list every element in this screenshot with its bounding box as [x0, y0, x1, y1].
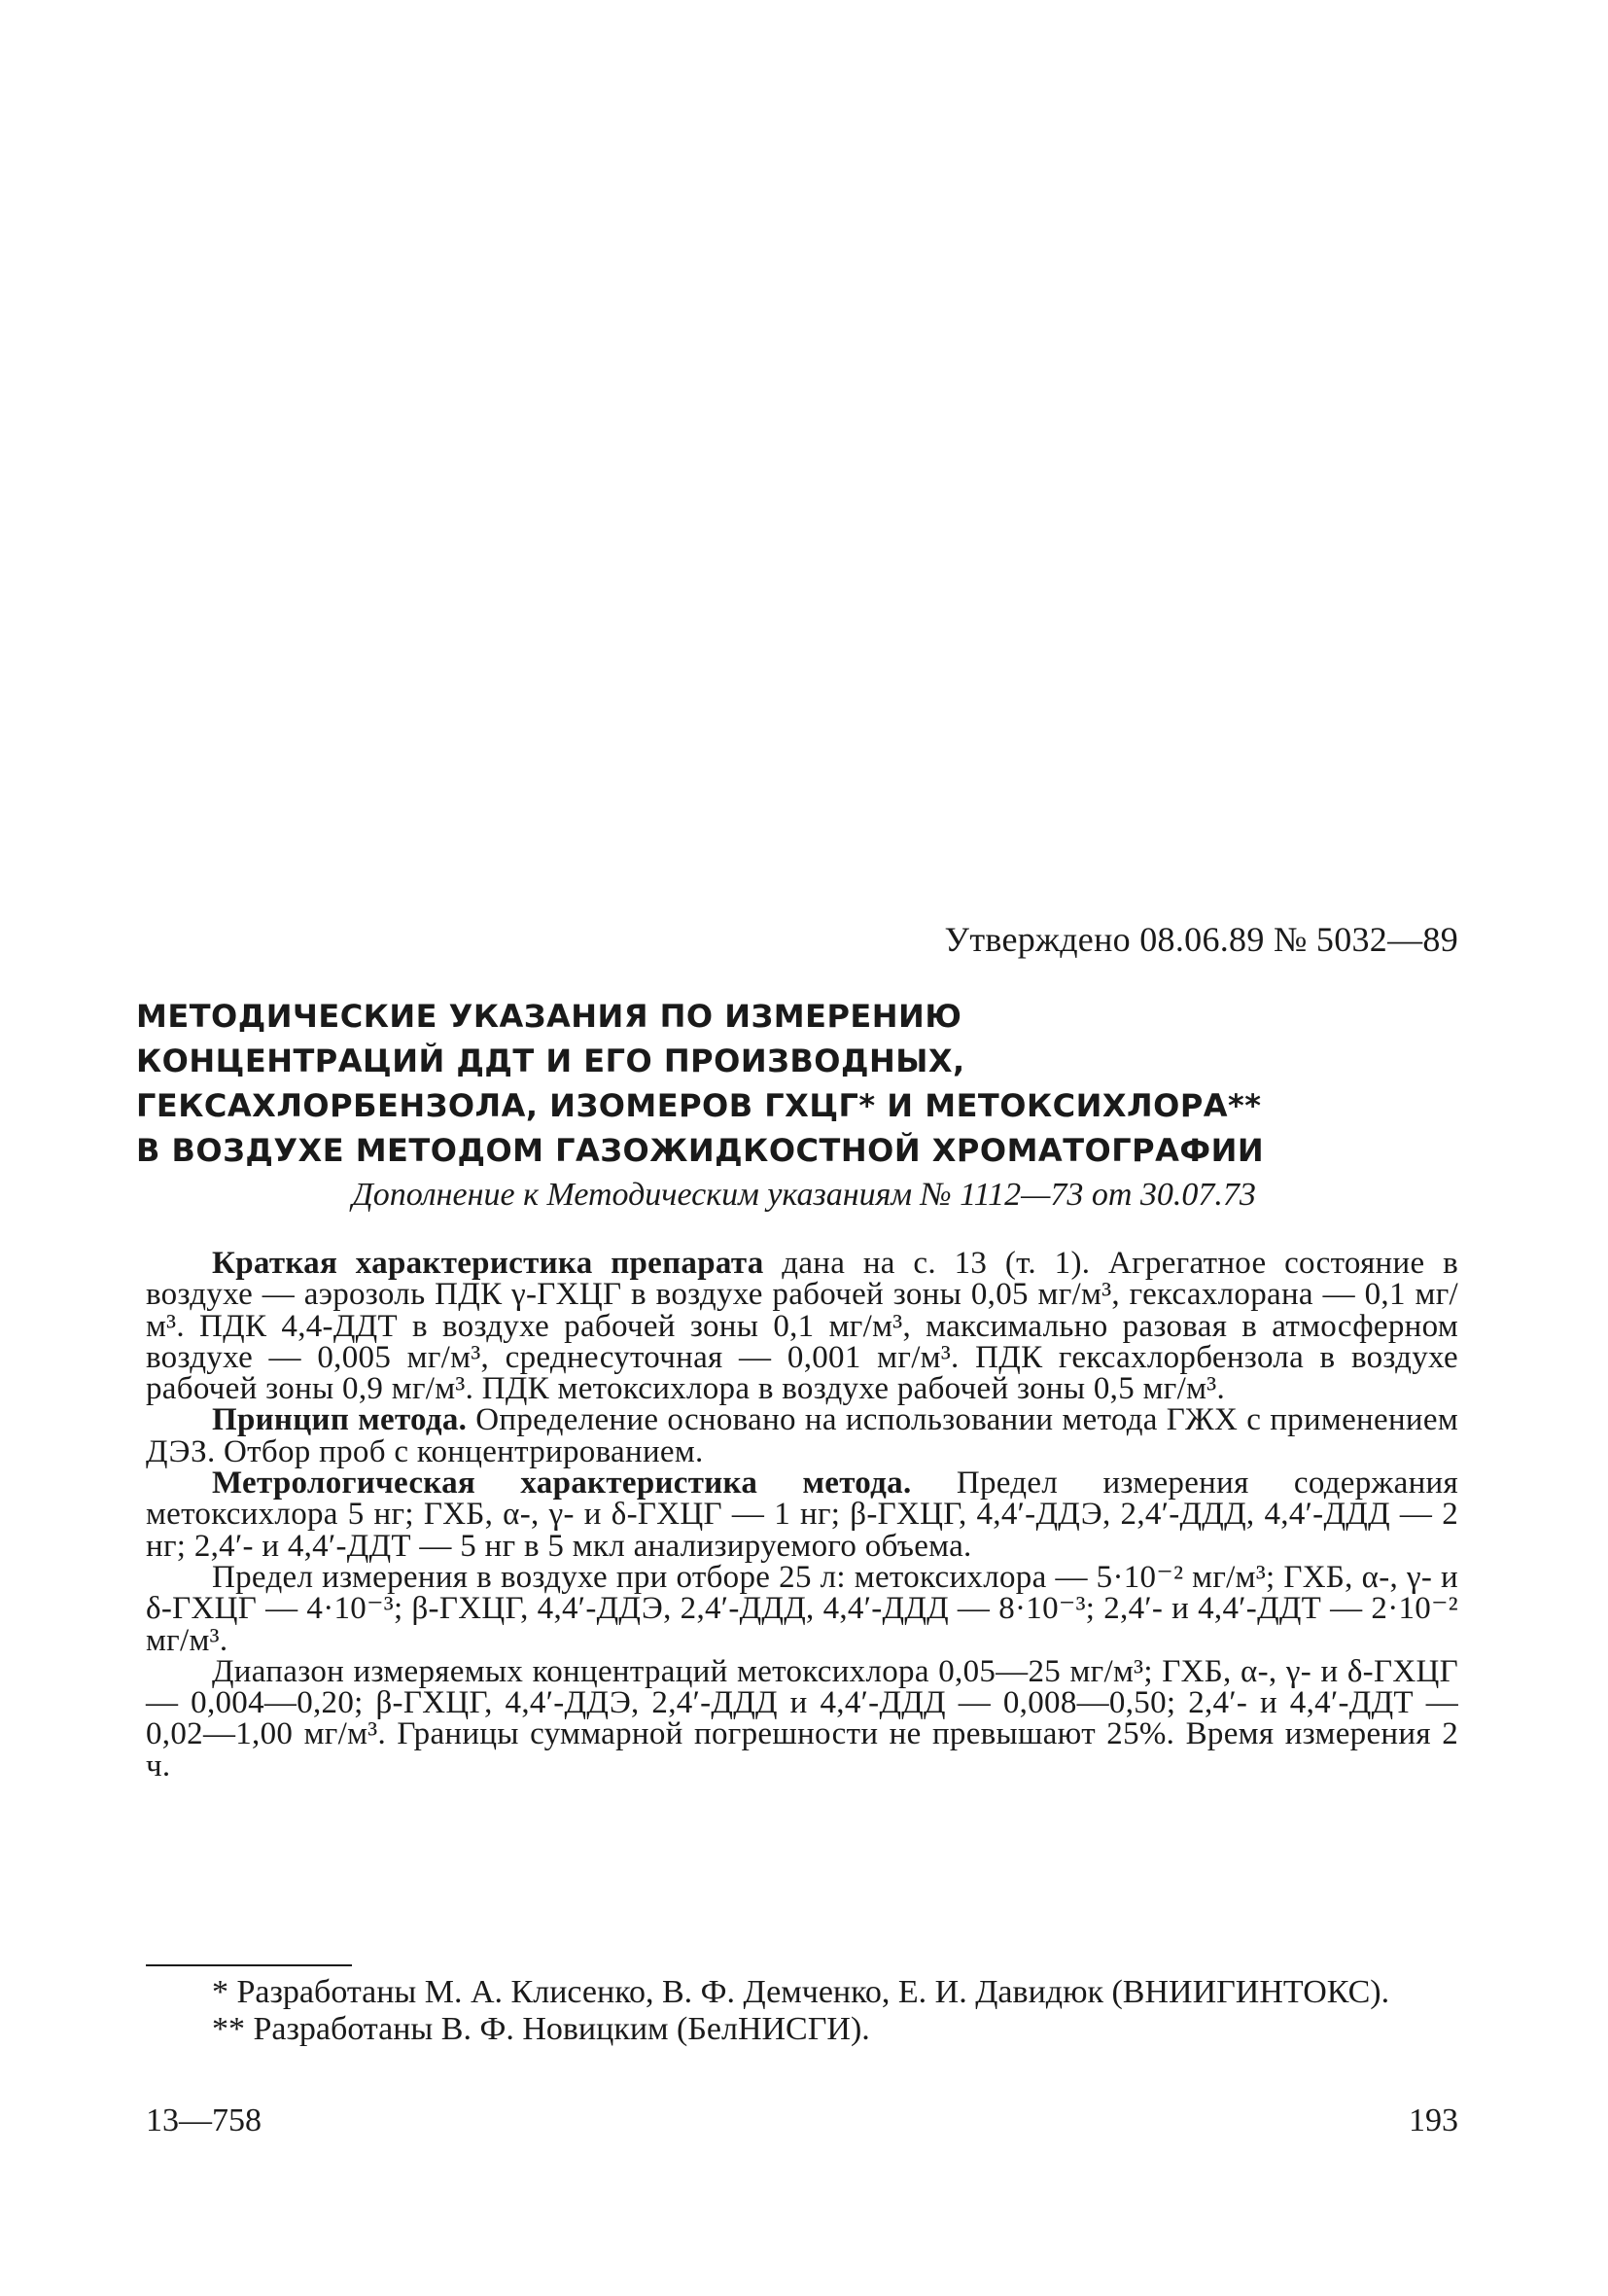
paragraph-text: Диапазон измеряемых концентраций метоксихлора 0,05—25 мг/м³; ГХБ, α-, γ- и δ-ГХЦГ — 0,004—0,20; β-ГХЦГ, 4,4′-ДДЭ, 2,4′-ДДД и 4,4′-ДДД — 0,008—0,50; 2,4′- и 4,4′-ДДТ — 0,02—1,00 мг/м³. Границы суммарной погрешности не превышают 25%. Время измерения 2 ч. [146, 1653, 1458, 1784]
paragraph-text: дана на с. 13 (т. 1). Агрегатное состояние в воздухе — аэрозоль ПДК γ-ГХЦГ в воздухе рабочей зоны 0,05 мг/м³, гексахлорана — 0,1 мг/м³. ПДК 4,4-ДДТ в воздухе рабочей зоны 0,1 мг/м³, максимально разовая в атмосферном воздухе — 0,005 мг/м³, среднесуточная — 0,001 мг/м³. ПДК гексахлорбензола в воздухе рабочей зоны 0,9 мг/м³. ПДК метоксихлора в воздухе рабочей зоны 0,5 мг/м³. [146, 1246, 1458, 1407]
footnotes [146, 1974, 1458, 2048]
page-number: 193 [1409, 2102, 1458, 2138]
title-line: В ВОЗДУХЕ МЕТОДОМ ГАЗОЖИДКОСТНОЙ ХРОМАТОГРАФИИ [136, 1132, 1265, 1169]
paragraph-principle [146, 1404, 1458, 1467]
title-line: ГЕКСАХЛОРБЕНЗОЛА, ИЗОМЕРОВ ГХЦГ* И МЕТОКСИХЛОРА** [136, 1087, 1262, 1124]
approval-line: Утверждено 08.06.89 № 5032—89 [944, 920, 1458, 959]
footnote-2: ** Разработаны В. Ф. Новицким (БелНИСГИ). [212, 2011, 870, 2047]
document-body [146, 1248, 1458, 1782]
supplement-note: Дополнение к Методическим указаниям № 1112—73 от 30.07.73 [352, 1177, 1256, 1213]
page-code: 13—758 [146, 2102, 262, 2138]
paragraph-text: Определение основано на использовании метода ГЖХ с применением ДЭЗ. Отбор проб с концентрированием. [146, 1402, 1459, 1469]
paragraph-air-limit [146, 1559, 1458, 1658]
title-line: КОНЦЕНТРАЦИЙ ДДТ И ЕГО ПРОИЗВОДНЫХ, [136, 1042, 965, 1079]
footnote-divider [146, 1964, 352, 1966]
document-title [136, 994, 1458, 1173]
paragraph-heading: Краткая характеристика препарата [212, 1246, 764, 1281]
footnote-1: * Разработаны М. А. Клисенко, В. Ф. Демченко, Е. И. Давидюк (ВНИИГИНТОКС). [212, 1974, 1390, 2010]
title-line: МЕТОДИЧЕСКИЕ УКАЗАНИЯ ПО ИЗМЕРЕНИЮ [136, 998, 962, 1035]
paragraph-heading: Метрологическая характеристика метода. [212, 1466, 912, 1501]
paragraph-characteristics [146, 1246, 1458, 1407]
paragraph-text: Предел измерения содержания метоксихлора 5 нг; ГХБ, α-, γ- и δ-ГХЦГ — 1 нг; β-ГХЦГ, 4,4′-ДДЭ, 2,4′-ДДД, 4,4′-ДДД — 2 нг; 2,4′- и 4,4′-ДДТ — 5 нг в 5 мкл анализируемого объема. [146, 1466, 1458, 1564]
paragraph-heading: Принцип метода. [212, 1402, 468, 1438]
paragraph-text: Предел измерения в воздухе при отборе 25 л: метоксихлора — 5·10⁻² мг/м³; ГХБ, α-, γ- и δ-ГХЦГ — 4·10⁻³; β-ГХЦГ, 4,4′-ДДЭ, 2,4′-ДДД, 4,4′-ДДД — 8·10⁻³; 2,4′- и 4,4′-ДДТ — 2·10⁻² мг/м³. [146, 1559, 1458, 1658]
paragraph-range [146, 1653, 1458, 1784]
paragraph-metrology [146, 1467, 1458, 1562]
